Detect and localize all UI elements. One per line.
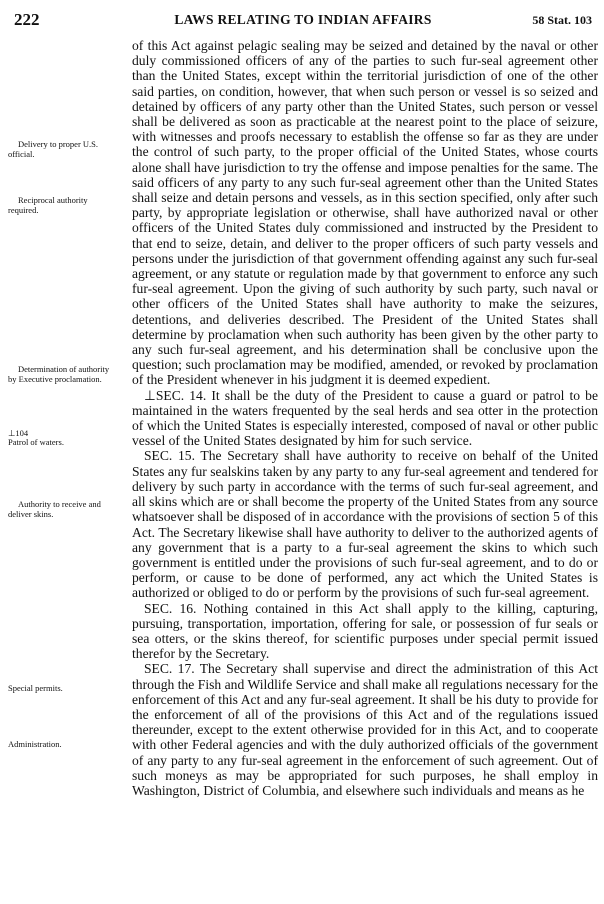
- margin-note: Authority to receive and deliver skins.: [8, 499, 101, 519]
- margin-note: Delivery to proper U.S. official.: [8, 139, 99, 159]
- running-header: [14, 10, 592, 32]
- paragraph-sec-15: SEC. 15. The Secretary shall have authority to receive on behalf of the United States any fur sealskins taken by any party to any fur-seal agreement and tendered for delivery by such party in accordance with the terms of such fur-seal agreement, and all skins which are or shall become the property of the United States from any source whatsoever shall be disposed of in accordance with the provisions of section 5 of this Act. The Secretary likewise shall have authority to deliver to the authorized agents of any government that is a party to a fur-seal agreement the skins to which such government is entitled under the provisions of such fur-seal agreement, and to do or perform, or cause to be done of performed, any act which the United States is authorized or obliged to do or perform by the provisions of such fur-seal agreement.: [132, 448, 598, 601]
- paragraph-sec-14: ⊥SEC. 14. It shall be the duty of the President to cause a guard or patrol to be maintained in the waters frequented by the seal herds and sea otter in the protection of which the United States is especially interested, composed of naval or other public vessel of the United States designated by him for such service.: [132, 387, 598, 449]
- paragraph-continued: of this Act against pelagic sealing may be seized and detained by the naval or other duly commissioned officers of any of the parties to such fur-seal agreement other than the United States, except within the territorial jurisdiction of one of the other said parties, on condition, however, that when such person or vessel is so seized and detained by officers of any party other than the United States, such person or vessel shall be delivered as soon as practicable at the nearest point to the place of seizure, with witnesses and proofs necessary to establish the offense so far as they are under the control of such party, to the proper official of the United States, whose courts alone shall have jurisdiction to try the offense and impose penalties for the same. The said officers of any party to any such fur-seal agreement other than the United States shall seize and detain persons and vessels, as in this section specified, only after such party, by appropriate legislation or otherwise, shall have authorized naval or other officers of the United States duly commissioned and instructed by the President to that end to seize, detain, and deliver to the proper officers of such party vessels and persons under the jurisdiction of that government offending against any such fur-seal agreement, or any statute or regulation made by that government to enforce any such fur-seal agreement. Upon the giving of such authority by such party, such naval or other officers of the United States shall have authority to make the seizures, detentions, and deliveries described. The President of the United States shall determine by proclamation when such authority has been given by the other party to any such fur-seal agreement, and his determination shall be conclusive upon the question; such proclamation may be modified, amended, or revoked by proclamation of the President whenever in his judgment it is deemed expedient.: [132, 38, 598, 388]
- margin-note: ⊥104: [8, 428, 29, 438]
- margin-note: Patrol of waters.: [8, 437, 64, 447]
- paragraph-sec-17: SEC. 17. The Secretary shall supervise and direct the administration of this Act through the Fish and Wildlife Service and shall make all regulations necessary for the enforcement of this Act and any fur-seal agreement. It shall be his duty to provide for the enforcement of all of the provisions of this Act and of the regulations issued thereunder, except to the extent otherwise provided for in this Act, and to cooperate with other Federal agencies and with the duly authorized officials of the government of any party to any fur-seal agreement in the enforcement of such agreement. Out of such moneys as may be appropriated for such purposes, he shall employ in Washington, District of Columbia, and elsewhere such individuals and means as he: [132, 661, 598, 798]
- margin-note: Administration.: [8, 739, 62, 749]
- margin-note: Determination of authority by Executive proclamation.: [8, 364, 110, 384]
- paragraph-sec-16: SEC. 16. Nothing contained in this Act shall apply to the killing, capturing, pursuing, transportation, importation, offering for sale, or possession of fur seals or sea otters, or the skins thereof, for scientific purposes under special permit issued therefor by the Secretary.: [132, 600, 598, 662]
- page-number: 222: [14, 10, 40, 29]
- statute-citation: 58 Stat. 103: [532, 13, 592, 27]
- margin-note: Special permits.: [8, 683, 63, 693]
- margin-note: Reciprocal authority required.: [8, 195, 88, 215]
- running-title: LAWS RELATING TO INDIAN AFFAIRS: [174, 12, 432, 27]
- body-text: [132, 38, 598, 798]
